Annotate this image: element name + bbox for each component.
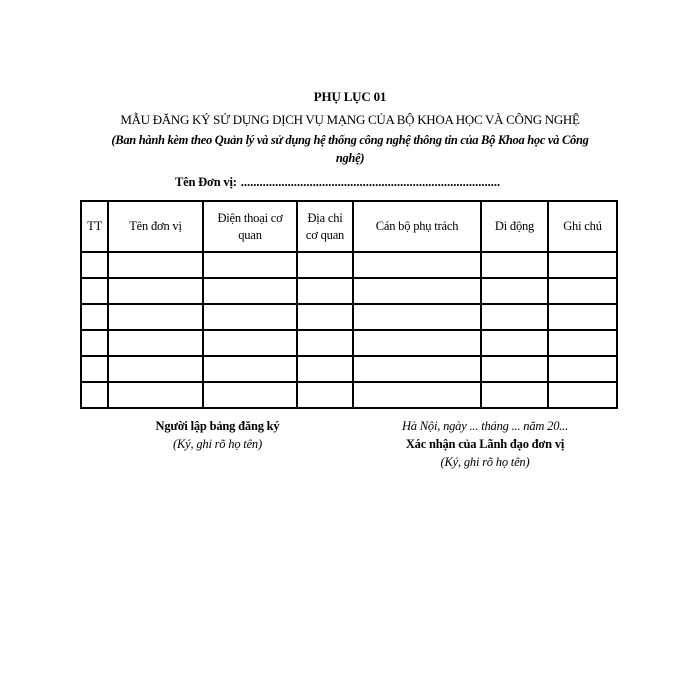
table-cell [548,356,617,382]
table-row [81,304,617,330]
table-row [81,252,617,278]
table-cell [108,382,203,408]
table-cell [297,382,353,408]
table-cell [203,330,297,356]
table-cell [548,330,617,356]
table-cell [81,356,108,382]
table-row [81,382,617,408]
table-cell [353,356,481,382]
unit-name-label: Tên Đơn vị: [175,175,237,189]
subtitle-line-2: nghệ) [335,151,365,165]
table-row [81,330,617,356]
leader-title: Xác nhận của Lãnh đạo đơn vị [405,437,565,451]
table-cell [203,356,297,382]
table-cell [481,278,548,304]
appendix-title: PHỤ LỤC 01 [313,89,387,104]
table-cell [108,278,203,304]
table-cell [353,278,481,304]
unit-name-value: ................................................................................... [240,175,501,189]
table-cell [81,278,108,304]
header-cell-notes: Ghi chú [548,201,617,252]
table-row [81,278,617,304]
table-row [81,356,617,382]
table-cell [108,304,203,330]
registration-table [80,200,618,409]
preparer-note: (Ký, ghi rõ họ tên) [173,437,262,451]
table-cell [548,304,617,330]
leader-note: (Ký, ghi rõ họ tên) [440,455,530,469]
table-cell [481,252,548,278]
header-cell-tt: TT [81,201,108,252]
table-cell [203,278,297,304]
table-cell [353,330,481,356]
table-cell [297,356,353,382]
table-cell [203,252,297,278]
table-cell [297,252,353,278]
table-cell [81,330,108,356]
header-cell-unit-name: Tên đơn vị [108,201,203,252]
header-cell-office-phone: Điện thoại cơ quan [203,201,297,252]
table-cell [481,382,548,408]
table-cell [548,382,617,408]
table-cell [81,382,108,408]
table-cell [203,304,297,330]
table-cell [481,330,548,356]
form-subtitle [80,131,620,167]
table-cell [203,382,297,408]
table-header-row [81,201,617,252]
subtitle-line-1: (Ban hành kèm theo Quản lý và sử dụng hệ thống công nghệ thông tin của Bộ Khoa học và Công [111,133,589,147]
table-cell [108,252,203,278]
unit-name-field [175,175,500,190]
table-cell [548,252,617,278]
preparer-title: Người lập bảng đăng ký [155,419,280,433]
header-cell-office-address: Địa chỉ cơ quan [297,201,353,252]
table-cell [353,304,481,330]
table-cell [81,252,108,278]
table-cell [481,356,548,382]
preparer-signature-block [120,417,315,453]
table-cell [81,304,108,330]
table-cell [481,304,548,330]
table-cell [353,252,481,278]
table-cell [297,330,353,356]
table-cell [108,330,203,356]
table-cell [548,278,617,304]
table-cell [108,356,203,382]
form-title: MẪU ĐĂNG KÝ SỬ DỤNG DỊCH VỤ MẠNG CỦA BỘ KHOA HỌC VÀ CÔNG NGHỆ [120,112,580,127]
header-cell-officer-in-charge: Cán bộ phụ trách [353,201,481,252]
table-cell [297,278,353,304]
date-line: Hà Nội, ngày ... tháng ... năm 20... [401,419,569,433]
leader-signature-block [370,417,600,471]
header-cell-mobile: Di động [481,201,548,252]
table-cell [353,382,481,408]
table-cell [297,304,353,330]
